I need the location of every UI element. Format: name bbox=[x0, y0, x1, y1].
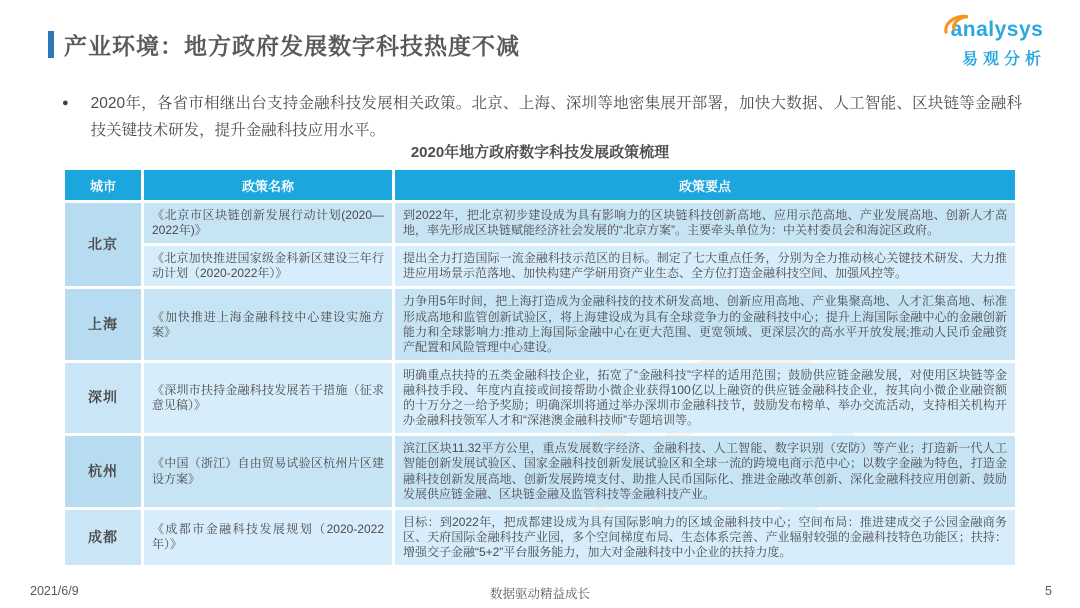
policy-name-cell: 《中国（浙江）自由贸易试验区杭州片区建设方案》 bbox=[144, 436, 392, 506]
table-row bbox=[65, 246, 1015, 286]
policy-name-cell: 《北京加快推进国家级金科新区建设三年行动计划（2020-2022年）》 bbox=[144, 246, 392, 286]
logo-swoosh-icon bbox=[942, 10, 976, 40]
city-cell: 北京 bbox=[65, 203, 141, 286]
bullet-icon: ● bbox=[62, 97, 69, 109]
city-cell: 成都 bbox=[65, 510, 141, 565]
city-cell: 杭州 bbox=[65, 436, 141, 506]
summary-text: 2020年，各省市相继出台支持金融科技发展相关政策。北京、上海、深圳等地密集展开部署，加快大数据、人工智能、区块链等金融科技关键技术研发，提升金融科技应用水平。 bbox=[90, 95, 1022, 140]
policy-points-cell: 提出全力打造国际一流金融科技示范区的目标。制定了七大重点任务，分别为全力推动核心关键技术研发、大力推进应用场景示范落地、加快构建产学研用资产业生态、全方位打造金融科技空间、加强风控等。 bbox=[395, 246, 1015, 286]
policy-table bbox=[62, 167, 1018, 568]
footer-slogan: 数据驱动精益成长 bbox=[489, 587, 590, 601]
policy-points-cell: 滨江区块11.32平方公里，重点发展数字经济、金融科技、人工智能、数字识别（安防）等产业；打造新一代人工智能创新发展试验区、国家金融科技创新发展试验区和全球一流的跨境电商示范中心；以数字金融为特色，打造金融科技创新发展高地、创新发展跨境支付、助推人民币国际化、推进金融改革创新、深化金融科技应用创新、鼓励发展供应链金融、区块链金融及监管科技等金融科技产业。 bbox=[395, 436, 1015, 506]
logo-brand-text: analysys bbox=[950, 18, 1044, 41]
table-row bbox=[65, 363, 1015, 433]
summary-bullet-row bbox=[62, 90, 1022, 144]
city-cell: 深圳 bbox=[65, 363, 141, 433]
header bbox=[48, 28, 520, 61]
logo-wordmark bbox=[948, 16, 1046, 44]
analysys-logo bbox=[948, 16, 1046, 69]
policy-name-cell: 《成都市金融科技发展规划（2020-2022年）》 bbox=[144, 510, 392, 565]
col-header-policy-name: 政策名称 bbox=[144, 170, 392, 200]
policy-name-cell: 《深圳市扶持金融科技发展若干措施（征求意见稿）》 bbox=[144, 363, 392, 433]
table-row bbox=[65, 203, 1015, 243]
policy-name-cell: 《北京市区块链创新发展行动计划(2020—2022年)》 bbox=[144, 203, 392, 243]
table-row bbox=[65, 436, 1015, 506]
policy-points-cell: 目标：到2022年，把成都建设成为具有国际影响力的区域金融科技中心；空间布局：推进建成交子公园金融商务区、天府国际金融科技产业园，多个空间梯度布局、生态体系完善、产业辐射较强的金融科技特色功能区；扶持：增强交子金融“5+2”平台服务能力，加大对金融科技中小企业的扶持力度。 bbox=[395, 510, 1015, 565]
footer-page-number: 5 bbox=[1045, 584, 1052, 598]
policy-points-cell: 明确重点扶持的五类金融科技企业，拓宽了“金融科技”字样的适用范围；鼓励供应链金融发展，对使用区块链等金融科技手段、年度内直接或间接帮助小微企业获得100亿以上融资的供应链金融科技企业，按其向小微企业融资额的十万分之一给予奖励；明确深圳将通过举办深圳市金融科技节，鼓励发布榜单、举办交流活动，支持相关机构开办金融科技领军人才和“深港澳金融科技师”专题培训等。 bbox=[395, 363, 1015, 433]
footer-date: 2021/6/9 bbox=[30, 584, 79, 598]
table-header-row bbox=[65, 170, 1015, 200]
col-header-city: 城市 bbox=[65, 170, 141, 200]
city-cell: 上海 bbox=[65, 289, 141, 359]
table-title: 2020年地方政府数字科技发展政策梳理 bbox=[410, 144, 670, 161]
col-header-policy-points: 政策要点 bbox=[395, 170, 1015, 200]
policy-name-cell: 《加快推进上海金融科技中心建设实施方案》 bbox=[144, 289, 392, 359]
title-accent-bar bbox=[48, 31, 54, 58]
policy-points-cell: 到2022年，把北京初步建设成为具有影响力的区块链科技创新高地、应用示范高地、产业发展高地、创新人才高地，率先形成区块链赋能经济社会发展的“北京方案”。主要牵头单位为：中关村委员会和海淀区政府。 bbox=[395, 203, 1015, 243]
table-row bbox=[65, 289, 1015, 359]
logo-cn-text: 易观分析 bbox=[961, 51, 1046, 68]
footer bbox=[0, 584, 1080, 602]
policy-points-cell: 力争用5年时间，把上海打造成为金融科技的技术研发高地、创新应用高地、产业集聚高地、人才汇集高地、标准形成高地和监管创新试验区，将上海建设成为具有全球竞争力的金融科技中心；提升上海国际金融中心的金融创新能力和全球影响力:推动上海国际金融中心在更大范围、更宽领域、更深层次的高水平开放发展;推动人民币金融资产配置和风险管理中心建设。 bbox=[395, 289, 1015, 359]
table-row bbox=[65, 510, 1015, 565]
page-title: 产业环境：地方政府发展数字科技热度不减 bbox=[64, 33, 520, 59]
